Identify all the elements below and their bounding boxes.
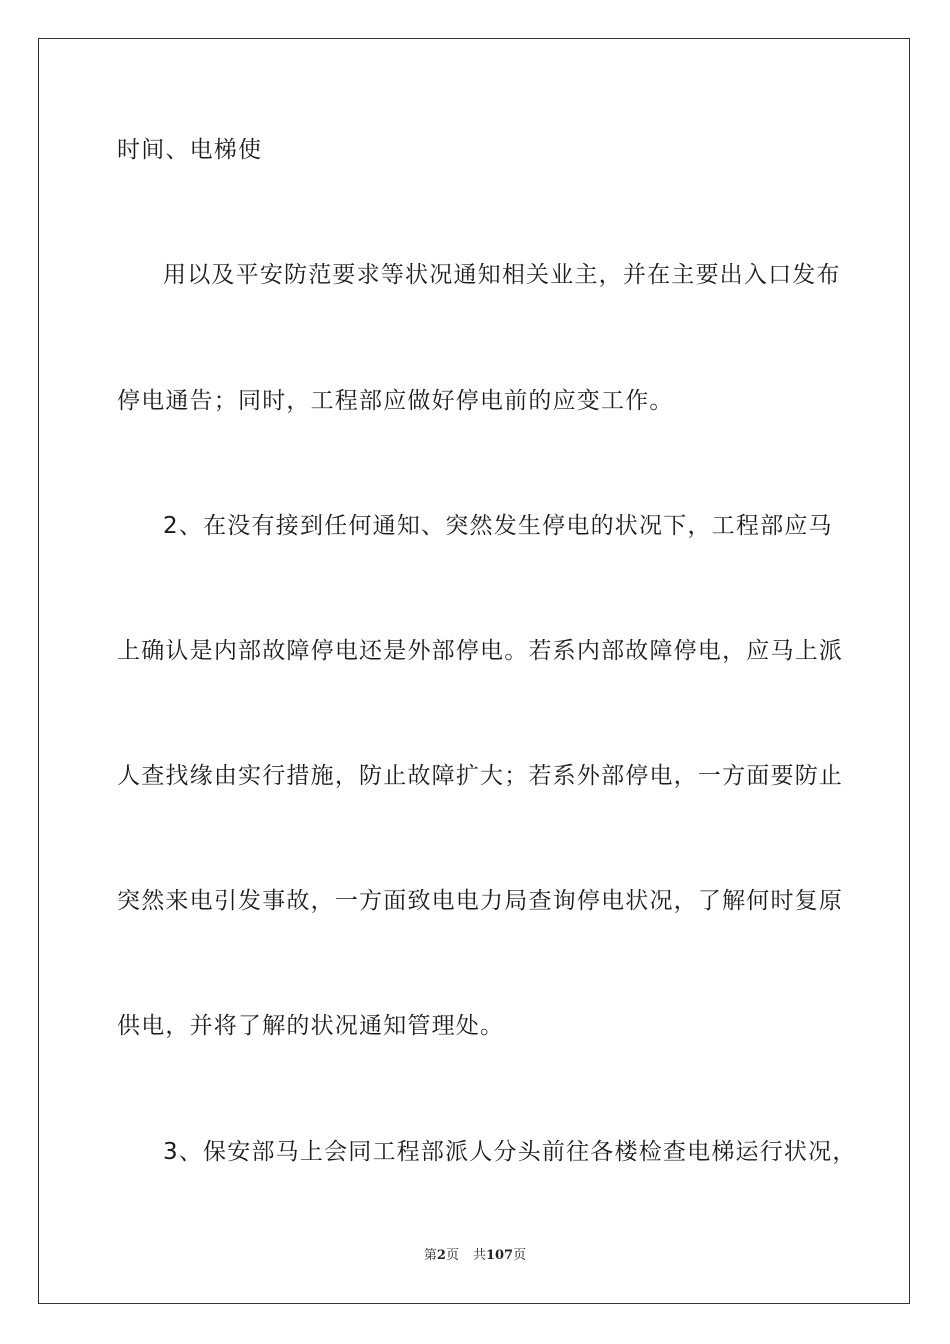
text-line-9: 3 、 保 安 部 马 上 会 同 工 程 部 派 人 分 头 前 往 各 楼 检 查 电 梯 运 行 状 况 ， [163,1139,857,1165]
text-line-5: 上 确 认 是 内 部 故 障 停 电 还 是 外 部 停 电 。 若 系 内 部 故 障 停 电 ， 应 马 上 派 [117,638,844,664]
text-line-7: 突 然 来 电 引 发 事 故 ， 一 方 面 致 电 电 力 局 查 询 停 电 状 况 ， 了 解 何 时 复 原 [117,888,844,914]
page-number: 2 [436,1248,446,1263]
total-pages: 107 [485,1248,514,1263]
text-line-8: 供电，并将了解的状况通知管理处。 [117,1013,505,1039]
page-border [38,38,910,1304]
text-line-2: 用 以 及 平 安 防 范 要 求 等 状 况 通 知 相 关 业 主 ， 并 在 主 要 出 入 口 发 布 [163,262,841,288]
total-suffix: 页 [513,1248,527,1263]
page-footer [0,1247,950,1265]
text-line-4: 2 、 在 没 有 接 到 任 何 通 知 、 突 然 发 生 停 电 的 状 况 下 ， 工 程 部 应 马 [163,513,833,539]
text-line-6: 人 查 找 缘 由 实 行 措 施 ， 防 止 故 障 扩 大 ； 若 系 外 部 停 电 ， 一 方 面 要 防 止 [117,763,844,789]
text-line-3: 停电通告；同时，工程部应做好停电前的应变工作。 [117,388,674,414]
page-suffix: 页 [445,1248,459,1263]
total-prefix: 共 [472,1248,486,1263]
text-line-1: 时间、电梯使 [117,137,263,163]
page-prefix: 第 [423,1248,437,1263]
